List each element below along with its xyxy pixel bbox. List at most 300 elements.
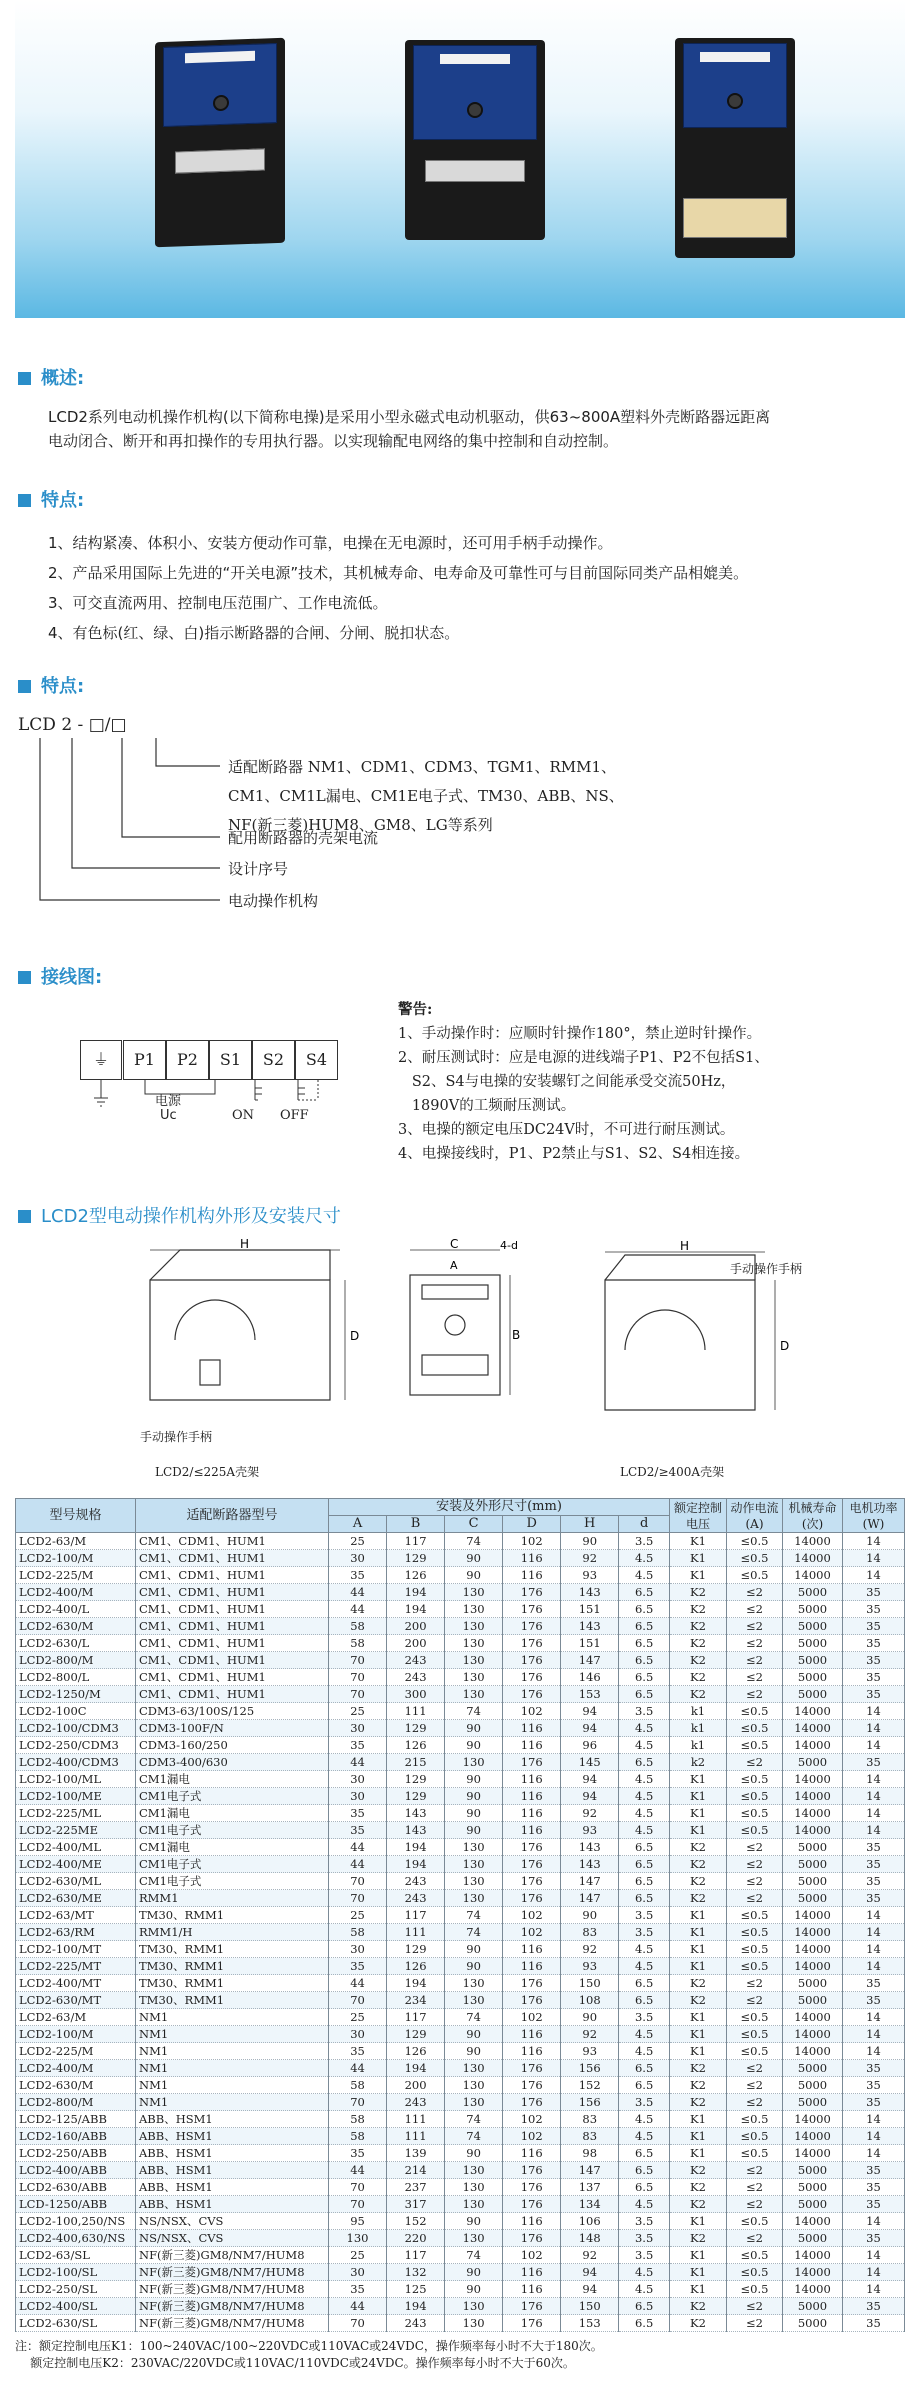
product-banner — [15, 0, 905, 318]
table-cell: K2 — [670, 2094, 727, 2111]
table-cell: LCD2-800/M — [16, 2094, 136, 2111]
table-cell: K2 — [670, 2196, 727, 2213]
uc-label: Uc — [160, 1108, 177, 1123]
table-cell: 6.5 — [619, 2162, 670, 2179]
table-cell: NF(新三菱)GM8/NM7/HUM8 — [136, 2264, 329, 2281]
table-cell: 98 — [561, 2145, 619, 2162]
outline-drawing-small — [130, 1237, 370, 1440]
table-cell: 92 — [561, 1550, 619, 1567]
table-cell: 5000 — [783, 1652, 843, 1669]
table-cell: 14 — [843, 1550, 905, 1567]
table-cell: 200 — [387, 1635, 445, 1652]
table-cell: 5000 — [783, 2162, 843, 2179]
table-cell: 4.5 — [619, 2026, 670, 2043]
table-cell: 130 — [445, 1652, 503, 1669]
table-cell: 132 — [387, 2264, 445, 2281]
table-cell: ≤0.5 — [727, 2264, 783, 2281]
table-cell: 116 — [503, 2281, 561, 2298]
table-cell: 129 — [387, 1550, 445, 1567]
table-cell: 5000 — [783, 2196, 843, 2213]
table-cell: 70 — [329, 1992, 387, 2009]
table-cell: 93 — [561, 1822, 619, 1839]
table-cell: 147 — [561, 1890, 619, 1907]
table-cell: 5000 — [783, 1669, 843, 1686]
table-row — [16, 2009, 905, 2026]
col-c: C — [445, 1516, 503, 1533]
table-cell: 6.5 — [619, 2077, 670, 2094]
table-cell: 58 — [329, 2128, 387, 2145]
table-cell: 94 — [561, 2264, 619, 2281]
svg-text:A: A — [450, 1259, 458, 1272]
table-cell: 35 — [843, 2196, 905, 2213]
table-cell: K1 — [670, 1805, 727, 1822]
table-cell: ≤0.5 — [727, 2043, 783, 2060]
table-cell: NS/NSX、CVS — [136, 2213, 329, 2230]
table-cell: 14 — [843, 2145, 905, 2162]
table-cell: ≤0.5 — [727, 2213, 783, 2230]
table-cell: 234 — [387, 1992, 445, 2009]
model-label-breaker: 适配断路器 NM1、CDM1、CDM3、TGM1、RMM1、 CM1、CM1L漏电、CM1E电子式、TM30、ABB、NS、 NF(新三菱)HUM8、GM8、LG等系列 — [228, 758, 624, 834]
table-cell: ≤0.5 — [727, 2009, 783, 2026]
table-cell: 14 — [843, 1533, 905, 1550]
table-cell: 70 — [329, 1669, 387, 1686]
table-cell: 30 — [329, 1941, 387, 1958]
table-cell: K2 — [670, 1584, 727, 1601]
table-cell: 44 — [329, 1601, 387, 1618]
table-cell: 194 — [387, 1601, 445, 1618]
table-cell: K1 — [670, 1550, 727, 1567]
table-cell: ≤2 — [727, 1975, 783, 1992]
table-cell: 90 — [445, 1788, 503, 1805]
table-cell: 93 — [561, 1958, 619, 1975]
table-cell: 130 — [445, 2094, 503, 2111]
table-cell: 3.5 — [619, 2213, 670, 2230]
table-cell: 150 — [561, 2298, 619, 2315]
table-cell: CDM3-100F/N — [136, 1720, 329, 1737]
table-row — [16, 2026, 905, 2043]
table-cell: 130 — [445, 1890, 503, 1907]
table-cell: NM1 — [136, 2043, 329, 2060]
table-cell: 30 — [329, 1771, 387, 1788]
col-d-small: d — [619, 1516, 670, 1533]
table-cell: K1 — [670, 2281, 727, 2298]
table-cell: 102 — [503, 2009, 561, 2026]
table-cell: LCD2-100/ME — [16, 1788, 136, 1805]
table-cell: 14 — [843, 2264, 905, 2281]
table-cell: 14 — [843, 1822, 905, 1839]
table-cell: 90 — [445, 2043, 503, 2060]
table-cell: ≤2 — [727, 1839, 783, 1856]
table-cell: CM1、CDM1、HUM1 — [136, 1652, 329, 1669]
table-cell: TM30、RMM1 — [136, 1958, 329, 1975]
table-cell: K1 — [670, 2009, 727, 2026]
table-cell: 143 — [387, 1805, 445, 1822]
table-cell: 30 — [329, 2026, 387, 2043]
table-cell: 194 — [387, 1856, 445, 1873]
table-cell: 4.5 — [619, 2281, 670, 2298]
table-cell: 117 — [387, 1533, 445, 1550]
table-cell: 90 — [445, 1941, 503, 1958]
table-cell: 90 — [445, 2264, 503, 2281]
table-cell: 58 — [329, 2077, 387, 2094]
table-cell: 25 — [329, 1533, 387, 1550]
features-list — [48, 528, 748, 648]
table-cell: 14000 — [783, 1771, 843, 1788]
table-cell: 129 — [387, 1771, 445, 1788]
svg-text:4-d: 4-d — [500, 1239, 518, 1252]
table-cell: 35 — [843, 1635, 905, 1652]
table-cell: 176 — [503, 2315, 561, 2332]
table-cell: ≤2 — [727, 1584, 783, 1601]
table-cell: 126 — [387, 1737, 445, 1754]
table-cell: 176 — [503, 2196, 561, 2213]
table-cell: 14000 — [783, 2213, 843, 2230]
table-cell: K2 — [670, 1839, 727, 1856]
table-cell: ≤0.5 — [727, 2247, 783, 2264]
table-cell: 35 — [843, 1669, 905, 1686]
table-cell: LCD2-800/L — [16, 1669, 136, 1686]
col-breaker: 适配断路器型号 — [136, 1499, 329, 1533]
table-cell: 6.5 — [619, 2315, 670, 2332]
table-cell: 35 — [329, 1737, 387, 1754]
table-cell: 5000 — [783, 1754, 843, 1771]
table-cell: ≤2 — [727, 1754, 783, 1771]
table-cell: 4.5 — [619, 1720, 670, 1737]
table-cell: ≤2 — [727, 1856, 783, 1873]
table-cell: ≤2 — [727, 1635, 783, 1652]
table-cell: 14 — [843, 1720, 905, 1737]
table-cell: ≤2 — [727, 1601, 783, 1618]
table-cell: 243 — [387, 1652, 445, 1669]
table-cell: 102 — [503, 1703, 561, 1720]
wiring-lines — [60, 1080, 360, 1130]
table-cell: ≤0.5 — [727, 1533, 783, 1550]
table-cell: 6.5 — [619, 1754, 670, 1771]
overview-text: LCD2系列电动机操作机构(以下简称电操)是采用小型永磁式电动机驱动，供63~800A塑料外壳断路器远距离 电动闭合、断开和再扣操作的专用执行器。以实现输配电网络的集中控制和自动控制。 — [48, 408, 771, 450]
col-rated: 额定控制电压 — [670, 1499, 727, 1533]
col-model: 型号规格 — [16, 1499, 136, 1533]
table-cell: 44 — [329, 2162, 387, 2179]
table-cell: 126 — [387, 1567, 445, 1584]
table-cell: 95 — [329, 2213, 387, 2230]
table-cell: 74 — [445, 2128, 503, 2145]
table-cell: LCD2-630/ML — [16, 1873, 136, 1890]
table-cell: CM1、CDM1、HUM1 — [136, 1533, 329, 1550]
table-row — [16, 1856, 905, 1873]
table-cell: 35 — [843, 1975, 905, 1992]
table-row — [16, 1533, 905, 1550]
table-row — [16, 2281, 905, 2298]
table-cell: K2 — [670, 1652, 727, 1669]
table-cell: 14000 — [783, 1533, 843, 1550]
terminal-s2: S2 — [252, 1040, 295, 1080]
table-cell: 74 — [445, 2009, 503, 2026]
table-cell: 14000 — [783, 2264, 843, 2281]
table-cell: K2 — [670, 1873, 727, 1890]
table-cell: ≤0.5 — [727, 1550, 783, 1567]
table-cell: 3.5 — [619, 1924, 670, 1941]
table-cell: NM1 — [136, 2009, 329, 2026]
col-current: 动作电流(A) — [727, 1499, 783, 1533]
table-cell: K1 — [670, 1822, 727, 1839]
table-cell: 30 — [329, 1720, 387, 1737]
table-cell: 6.5 — [619, 1856, 670, 1873]
table-cell: TM30、RMM1 — [136, 1907, 329, 1924]
table-cell: 5000 — [783, 2060, 843, 2077]
terminal-p1: P1 — [123, 1040, 166, 1080]
table-cell: 74 — [445, 2247, 503, 2264]
table-cell: k1 — [670, 1737, 727, 1754]
table-cell: 35 — [843, 2315, 905, 2332]
table-cell: 102 — [503, 2247, 561, 2264]
table-cell: 145 — [561, 1754, 619, 1771]
table-cell: LCD2-400/ABB — [16, 2162, 136, 2179]
table-cell: 116 — [503, 2264, 561, 2281]
table-row — [16, 2145, 905, 2162]
table-cell: 130 — [329, 2230, 387, 2247]
table-cell: LCD2-250/ABB — [16, 2145, 136, 2162]
table-cell: NF(新三菱)GM8/NM7/HUM8 — [136, 2298, 329, 2315]
table-cell: TM30、RMM1 — [136, 1992, 329, 2009]
table-cell: k1 — [670, 1720, 727, 1737]
table-cell: ≤2 — [727, 1686, 783, 1703]
table-cell: 130 — [445, 1975, 503, 1992]
table-cell: 70 — [329, 2179, 387, 2196]
table-cell: ≤0.5 — [727, 1771, 783, 1788]
col-a: A — [329, 1516, 387, 1533]
table-cell: 14 — [843, 2128, 905, 2145]
terminal-s4: S4 — [295, 1040, 338, 1080]
table-cell: ≤2 — [727, 1992, 783, 2009]
table-cell: ≤0.5 — [727, 1720, 783, 1737]
table-cell: 90 — [445, 1567, 503, 1584]
col-b: B — [387, 1516, 445, 1533]
table-row — [16, 2213, 905, 2230]
table-cell: ≤0.5 — [727, 2281, 783, 2298]
table-cell: 5000 — [783, 1839, 843, 1856]
ground-terminal: ⏚ — [80, 1040, 122, 1080]
spec-table — [15, 1498, 905, 2332]
table-cell: CM1电子式 — [136, 1856, 329, 1873]
table-row — [16, 1975, 905, 1992]
table-cell: 146 — [561, 1669, 619, 1686]
table-cell: 5000 — [783, 1890, 843, 1907]
table-cell: 74 — [445, 1907, 503, 1924]
table-cell: 194 — [387, 1839, 445, 1856]
table-cell: 35 — [329, 2043, 387, 2060]
table-cell: ≤2 — [727, 1652, 783, 1669]
overview-heading: 概述: — [18, 364, 84, 390]
table-row — [16, 1584, 905, 1601]
table-cell: 150 — [561, 1975, 619, 1992]
table-cell: K1 — [670, 2128, 727, 2145]
table-row — [16, 1737, 905, 1754]
table-cell: ≤2 — [727, 1873, 783, 1890]
table-row — [16, 1992, 905, 2009]
table-cell: ABB、HSM1 — [136, 2162, 329, 2179]
table-cell: 5000 — [783, 1992, 843, 2009]
table-cell: 130 — [445, 1584, 503, 1601]
svg-text:C: C — [450, 1237, 459, 1251]
table-cell: CM1电子式 — [136, 1822, 329, 1839]
table-cell: 317 — [387, 2196, 445, 2213]
table-cell: 35 — [843, 2077, 905, 2094]
table-cell: 200 — [387, 2077, 445, 2094]
table-cell: 194 — [387, 2298, 445, 2315]
table-cell: NF(新三菱)GM8/NM7/HUM8 — [136, 2315, 329, 2332]
table-cell: 130 — [445, 1601, 503, 1618]
table-cell: 14 — [843, 1703, 905, 1720]
table-cell: K1 — [670, 2111, 727, 2128]
table-cell: 6.5 — [619, 2145, 670, 2162]
table-cell: 129 — [387, 1720, 445, 1737]
table-cell: 35 — [843, 1856, 905, 1873]
table-cell: ABB、HSM1 — [136, 2111, 329, 2128]
table-cell: 151 — [561, 1601, 619, 1618]
table-cell: 116 — [503, 1720, 561, 1737]
table-row — [16, 1550, 905, 1567]
warning-block: 警告: 1、手动操作时：应顺时针操作180°，禁止逆时针操作。 2、耐压测试时：应是电源的进线端子P1、P2不包括S1、 S2、S4与电操的安装螺钉之间能承受交流50Hz， 1890V的工频耐压测试。 3、电操的额定电压DC24V时，不可进行耐压测试。 4、电操接线时，P1、P2禁止与S1、S2、S4相连接。 — [398, 1001, 769, 1162]
table-cell: 5000 — [783, 2179, 843, 2196]
table-cell: K1 — [670, 2213, 727, 2230]
model-heading: 特点: — [18, 672, 84, 698]
table-cell: LCD2-630/ABB — [16, 2179, 136, 2196]
table-cell: 116 — [503, 1822, 561, 1839]
table-cell: 116 — [503, 1958, 561, 1975]
table-cell: K2 — [670, 2315, 727, 2332]
table-cell: 14000 — [783, 2111, 843, 2128]
table-row — [16, 2060, 905, 2077]
table-cell: 90 — [561, 2009, 619, 2026]
table-cell: LCD2-100/CDM3 — [16, 1720, 136, 1737]
table-cell: 176 — [503, 1652, 561, 1669]
table-cell: 35 — [329, 1805, 387, 1822]
table-row — [16, 1686, 905, 1703]
terminal-s1: S1 — [209, 1040, 252, 1080]
table-cell: ≤0.5 — [727, 1907, 783, 1924]
table-row — [16, 1822, 905, 1839]
table-cell: CM1、CDM1、HUM1 — [136, 1618, 329, 1635]
table-cell: 116 — [503, 1805, 561, 1822]
table-cell: 35 — [843, 1601, 905, 1618]
model-label-design: 设计序号 — [228, 860, 289, 878]
table-cell: ≤2 — [727, 2060, 783, 2077]
table-row — [16, 1924, 905, 1941]
table-cell: 14 — [843, 2111, 905, 2128]
table-cell: K1 — [670, 2247, 727, 2264]
table-cell: ≤0.5 — [727, 1941, 783, 1958]
table-cell: 35 — [843, 1873, 905, 1890]
table-cell: K2 — [670, 1618, 727, 1635]
table-cell: K2 — [670, 1686, 727, 1703]
table-cell: 14000 — [783, 1703, 843, 1720]
table-cell: 14 — [843, 1805, 905, 1822]
caption-small-frame: LCD2/≤225A壳架 — [155, 1465, 260, 1479]
svg-text:D: D — [780, 1339, 790, 1353]
table-cell: 92 — [561, 1805, 619, 1822]
table-cell: LCD2-225/M — [16, 1567, 136, 1584]
handle-label-right: 手动操作手柄 — [730, 1262, 803, 1276]
table-cell: 130 — [445, 2162, 503, 2179]
table-cell: 35 — [843, 2298, 905, 2315]
table-cell: 176 — [503, 2230, 561, 2247]
table-cell: 176 — [503, 1873, 561, 1890]
table-cell: LCD2-800/M — [16, 1652, 136, 1669]
table-cell: LCD2-63/M — [16, 1533, 136, 1550]
table-cell: 116 — [503, 2026, 561, 2043]
table-cell: 14000 — [783, 2145, 843, 2162]
table-cell: 58 — [329, 1924, 387, 1941]
table-cell: 35 — [329, 2281, 387, 2298]
table-cell: 6.5 — [619, 1669, 670, 1686]
table-cell: LCD-1250/ABB — [16, 2196, 136, 2213]
table-row — [16, 2043, 905, 2060]
table-cell: 148 — [561, 2230, 619, 2247]
table-cell: 14 — [843, 1907, 905, 1924]
table-cell: 70 — [329, 2094, 387, 2111]
table-cell: 44 — [329, 2298, 387, 2315]
table-cell: ≤0.5 — [727, 1703, 783, 1720]
table-cell: 70 — [329, 2196, 387, 2213]
table-cell: 92 — [561, 2026, 619, 2043]
table-cell: 214 — [387, 2162, 445, 2179]
table-cell: K1 — [670, 1788, 727, 1805]
table-row — [16, 2315, 905, 2332]
table-cell: 30 — [329, 2264, 387, 2281]
table-cell: NF(新三菱)GM8/NM7/HUM8 — [136, 2247, 329, 2264]
table-cell: 176 — [503, 2060, 561, 2077]
table-cell: 5000 — [783, 2077, 843, 2094]
table-cell: 137 — [561, 2179, 619, 2196]
table-cell: ≤0.5 — [727, 1737, 783, 1754]
table-cell: 5000 — [783, 1975, 843, 1992]
table-cell: LCD2-225ME — [16, 1822, 136, 1839]
feature-item: 1、结构紧凑、体积小、安装方便动作可靠，电操在无电源时，还可用手柄手动操作。 — [48, 534, 613, 552]
table-cell: 4.5 — [619, 1822, 670, 1839]
table-cell: 147 — [561, 2162, 619, 2179]
table-cell: 116 — [503, 1737, 561, 1754]
table-cell: 35 — [843, 2162, 905, 2179]
table-cell: 4.5 — [619, 2264, 670, 2281]
model-label-frame: 配用断路器的壳架电流 — [228, 829, 379, 847]
table-cell: CM1、CDM1、HUM1 — [136, 1567, 329, 1584]
table-cell: 102 — [503, 1907, 561, 1924]
table-cell: 90 — [445, 2026, 503, 2043]
table-cell: CDM3-160/250 — [136, 1737, 329, 1754]
table-cell: ≤2 — [727, 2315, 783, 2332]
table-cell: 176 — [503, 1584, 561, 1601]
table-cell: 194 — [387, 1584, 445, 1601]
table-row — [16, 1890, 905, 1907]
table-cell: LCD2-225/M — [16, 2043, 136, 2060]
table-cell: NM1 — [136, 2094, 329, 2111]
table-cell: 44 — [329, 1754, 387, 1771]
table-cell: 176 — [503, 1839, 561, 1856]
table-cell: 176 — [503, 2179, 561, 2196]
table-cell: 134 — [561, 2196, 619, 2213]
table-cell: ≤2 — [727, 1890, 783, 1907]
table-cell: K1 — [670, 1958, 727, 1975]
table-cell: ABB、HSM1 — [136, 2196, 329, 2213]
power-label: 电源 — [155, 1094, 182, 1109]
table-row — [16, 1873, 905, 1890]
table-cell: CM1、CDM1、HUM1 — [136, 1550, 329, 1567]
table-cell: CDM3-63/100S/125 — [136, 1703, 329, 1720]
table-cell: 102 — [503, 1533, 561, 1550]
table-cell: 90 — [445, 1805, 503, 1822]
caption-large-frame: LCD2/≥400A壳架 — [620, 1465, 725, 1479]
table-cell: LCD2-630/L — [16, 1635, 136, 1652]
